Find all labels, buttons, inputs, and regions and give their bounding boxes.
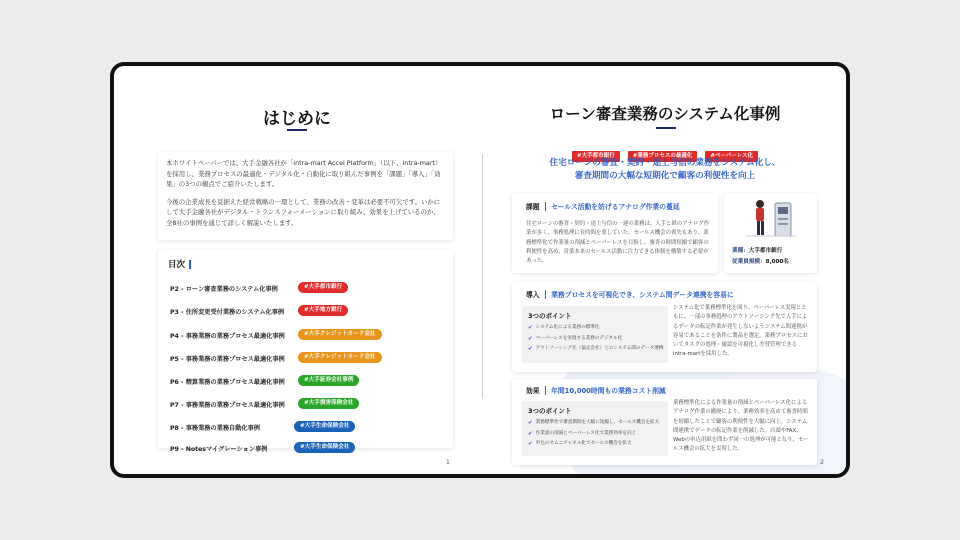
point-item [528, 439, 662, 450]
toc-item[interactable] [170, 307, 284, 316]
point-text: 業務標準化で審査期間を大幅に短縮し、セールス機会を拡大 [535, 420, 660, 425]
issue-card [512, 193, 718, 273]
toc-item[interactable] [170, 444, 267, 453]
section-title: セールス活動を妨げるアナログ作業の蔓延 [551, 203, 680, 211]
document-spread [114, 66, 846, 474]
heading-accent-bar [545, 386, 547, 395]
toc-item-label: P4 - 事務業務の業務プロセス最適化事例 [170, 333, 285, 340]
title-underline [287, 129, 307, 131]
point-text: システム化による業務の標準化 [535, 325, 600, 330]
section-key: 効果 [526, 387, 540, 395]
point-text: アウトソーシング先（協定会社）とのシステム間のデータ連携 [535, 346, 664, 351]
right-page [484, 66, 846, 474]
page-title: はじめに [263, 109, 331, 129]
toc-item-label: P2 - ローン審査業務のシステム化事例 [170, 286, 278, 293]
toc-card [158, 250, 453, 453]
point-text: ペーパーレスを実現する業務のデジタル化 [535, 335, 623, 341]
spine-divider [482, 154, 483, 399]
check-icon: ✔ [528, 335, 533, 342]
toc-item-tag: #大手生命保険会社 [294, 421, 355, 432]
section-key: 導入 [526, 291, 540, 299]
toc-item-tag: #大手地方銀行 [298, 305, 348, 316]
page-title: ローン審査業務のシステム化事例 [549, 105, 781, 123]
toc-item-label: P7 - 事務業務の業務プロセス最適化事例 [170, 402, 285, 409]
section-key: 課題 [526, 203, 540, 211]
toc-item-tag: #大手クレジットカード会社 [298, 352, 382, 363]
lead-line: 審査期間の大幅な短期化で顧客の利便性を向上 [574, 171, 756, 181]
point-item [528, 334, 662, 345]
employees-value: 8,000名 [765, 258, 789, 265]
toc-item-tag: #大手生命保険会社 [294, 442, 355, 453]
toc-item-label: P8 - 事務業務の業務自動化事例 [170, 425, 260, 432]
toc-item[interactable] [170, 354, 285, 363]
toc-item[interactable] [170, 377, 285, 386]
page-number: 1 [446, 459, 450, 466]
lead-line: 住宅ローンの審査・契約・途上与信の業務をシステム化し、 [549, 158, 781, 168]
toc-item[interactable] [170, 331, 285, 340]
hashtag-chip[interactable]: #ペーパーレス化 [705, 151, 758, 162]
heading-accent-bar [189, 260, 191, 269]
toc-item[interactable] [170, 284, 278, 293]
toc-item-label: P3 - 住所変更受付業務のシステム化事例 [170, 309, 285, 316]
toc-item-tag: #大手クレジットカード会社 [298, 329, 382, 340]
points-title: 3つのポイント [528, 407, 572, 415]
employees-label: 従業員規模： [732, 258, 766, 265]
intro-section-card [512, 282, 817, 372]
check-icon: ✔ [528, 346, 533, 352]
company-card [724, 193, 817, 273]
point-item [528, 344, 662, 355]
toc-item[interactable] [170, 400, 285, 409]
company-meta [732, 246, 789, 267]
left-page [114, 66, 480, 474]
hashtag-chip[interactable]: #大手都市銀行 [572, 151, 620, 162]
toc-item-label: P9 - Notesマイグレーション事例 [170, 446, 268, 453]
check-icon: ✔ [528, 430, 533, 437]
check-icon: ✔ [528, 325, 533, 331]
industry-value: 大手都市銀行 [748, 248, 783, 254]
section-title: 年間10,000時間もの業務コスト削減 [551, 387, 666, 395]
point-item [528, 429, 662, 440]
toc-item-tag: #大手都市銀行 [298, 282, 348, 293]
heading-accent-bar [545, 290, 547, 299]
section-heading [526, 201, 680, 211]
section-title: 業務プロセスを可視化でき、システム間データ連携を容易に [551, 291, 734, 299]
check-icon: ✔ [528, 420, 533, 426]
intro-paragraph: 本ホワイトペーパーでは、大手金融各社が「intra-mart Accel Platform」（以下、intra-mart）を採用し、業務プロセスの最適化・デジタル化・自動化に取り組んだ事例を「課題」「導入」「効果」の3つの観点でご紹介いたします。 [166, 159, 442, 188]
heading-accent-bar [545, 202, 547, 211]
toc-item-label: P5 - 事務業務の業務プロセス最適化事例 [170, 356, 285, 363]
point-item [528, 323, 662, 334]
banker-illustration-icon [742, 197, 798, 239]
toc-heading [168, 258, 191, 270]
section-heading [526, 289, 734, 299]
industry-label: 業種： [732, 248, 749, 254]
points-box [522, 401, 668, 456]
page-number: 2 [820, 459, 824, 466]
point-item [528, 418, 662, 429]
title-underline [656, 127, 676, 129]
effect-body: 業務標準化による作業量の削減とペーパーレス化によるアナログ作業の撤廃により、業務効率を高めて審査時間を短縮したことで顧客の利便性を大幅に向上。システム間連携でデータの転記作業を削減した。店頭やFAX、Webの申込用紙を問わず同一の処理が可能となり、セールス機会の拡大を実現した。 [673, 400, 809, 453]
section-heading [526, 385, 666, 395]
intro-body: システム化で業務標準化を図り、ペーパーレス実現とともに、一部の事務処理のアウトソーシング先で人手によるデータの転記作業が発生しないようシステム間連携が容易であることを条件に製品を選定。業務プロセスにおいてタスクの処理・確認を可視化し差替管理できるintra-martを採用した。 [673, 305, 808, 358]
hashtag-chip[interactable]: #業務プロセスの最適化 [628, 151, 698, 162]
points-title: 3つのポイント [528, 312, 572, 320]
toc-item-tag: #大手損害保険会社 [298, 398, 359, 409]
toc-item[interactable] [170, 423, 260, 432]
points-box [522, 306, 668, 363]
tablet-frame [110, 62, 850, 478]
toc-heading-text: 目次 [168, 260, 186, 270]
toc-item-label: P6 - 精算業務の業務プロセス最適化事例 [170, 379, 285, 386]
check-icon: ✔ [528, 441, 533, 447]
toc-item-tag: #大手証券会社事例 [298, 375, 359, 386]
intro-paragraph: 今後の企業成長を見据えた経営戦略の一環として、業務の改善・変革は必要不可欠です。いかにして大手金融各社がデジタル・トランスフォーメーションに取り組み、効果を上げているのか、全8社の事例を通じて詳しく解説いたします。 [166, 197, 441, 227]
intro-card [158, 152, 453, 240]
point-text: 申込のオムニチャネル化でセールス機会を拡大 [535, 441, 632, 446]
point-text: 作業量の削減とペーパーレス化で業務効率を向上 [535, 430, 637, 436]
lead-text [484, 157, 846, 183]
issue-body: 住宅ローンの審査・契約・途上与信の一連の業務は、人手と紙のアナログ作業が多く、事務処理に長時間を要していた。セールス機会の喪失もあり、業務標準化で作業量の削減とペーパーレスを目指し、審査の時間短縮で顧客の利便性を高め、営業本来のセールス活動に注力できる体制を構築する必要があった。 [526, 221, 710, 265]
effect-card [512, 379, 817, 465]
